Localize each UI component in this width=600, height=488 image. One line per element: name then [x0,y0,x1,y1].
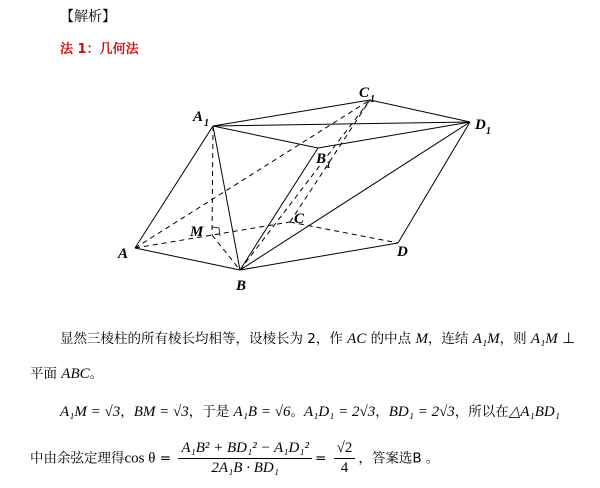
edge-a1-b1 [213,126,318,148]
text-segment: 。 [290,404,304,420]
edge-c1-d1 [370,100,470,122]
math-eq-bm: BM = √3 [133,404,189,420]
fraction-numerator: A₁B² + BD₁² − A₁D₁² [178,440,312,459]
edge-a1-b [213,126,240,270]
fraction-result [334,440,356,477]
math-abc: ABC [61,366,90,382]
label-a: A [118,246,129,262]
edge-b-d [240,243,398,270]
edge-a1-m [212,126,213,235]
text-segment: 的中点 [366,331,416,347]
label-b1-sub: 1 [326,160,331,171]
math-a1m: A₁M [530,331,558,347]
text-segment: ，连结 [427,331,473,347]
fraction-denominator: 2A₁B · BD₁ [211,460,279,476]
math-perp: ⊥ [562,331,576,347]
math-m: M [415,331,428,347]
text-segment: ，所以在 [454,404,509,420]
method-title: 法 1：几何法 [60,42,139,57]
edge-a-b [135,248,240,270]
solution-heading: 【解析】 [60,9,116,25]
edge-b-b1 [240,148,318,270]
text-segment: 显然三棱柱的所有棱长均相等，设棱长为 2，作 [60,331,348,347]
edge-a1-d1 [213,122,470,126]
paragraph-line-4: 中由余弦定理得cos θ = $\frac{\text{A₁B² + BD₁² − A₁D₁²}}{\text{2A₁B · BD₁}}$ = $\frac{√2}{4}$ ，答案选B 。 [30,440,440,476]
text-segment: ，答案选B 。 [358,450,440,467]
edge-b-d1 [240,122,470,270]
edge-c-d [290,222,398,243]
label-d1: D [475,117,486,133]
label-m: M [190,224,204,240]
edge-a1-c1 [213,100,370,126]
text-segment: 。 [89,366,104,382]
math-eq-a1b: A₁B = √6 [233,404,291,420]
label-c: C [294,211,305,227]
label-b1: B [316,151,327,167]
label-c1-sub: 1 [370,94,375,105]
math-cos-theta: cos θ [124,450,156,467]
math-eq-a1m: A₁M = √3 [60,404,121,420]
paragraph-line-3: A₁M = √3，BM = √3，于是 A₁B = √6。A₁D₁ = 2√3，BD₁ = 2√3，所以在△A₁BD₁ [60,404,560,420]
math-a1m: A₁M [472,331,500,347]
math-triangle: △A₁BD₁ [508,404,560,420]
label-d: D [397,244,408,260]
fraction-cosine [178,440,312,477]
paragraph-line-1 [60,327,575,348]
math-ac: AC [347,331,367,347]
label-c1: C [359,85,370,101]
fraction-result-denominator: 4 [340,460,349,476]
text-segment: ，于是 [188,404,234,420]
edge-d-d1 [398,122,470,243]
text-segment: ，则 [499,331,531,347]
label-a1: A [193,109,204,125]
label-a1-sub: 1 [204,118,209,129]
paragraph-line-2 [30,362,103,383]
text-segment: 平面 [30,366,62,382]
label-d1-sub: 1 [486,126,491,137]
fraction-result-numerator: √2 [334,440,356,459]
label-b: B [236,278,247,294]
math-eq-a1d1: A₁D₁ = 2√3 [303,404,376,420]
edge-a-c1 [135,100,370,248]
math-eq-bd1: BD₁ = 2√3 [388,404,455,420]
text-segment: 中由余弦定理得 [30,450,125,467]
